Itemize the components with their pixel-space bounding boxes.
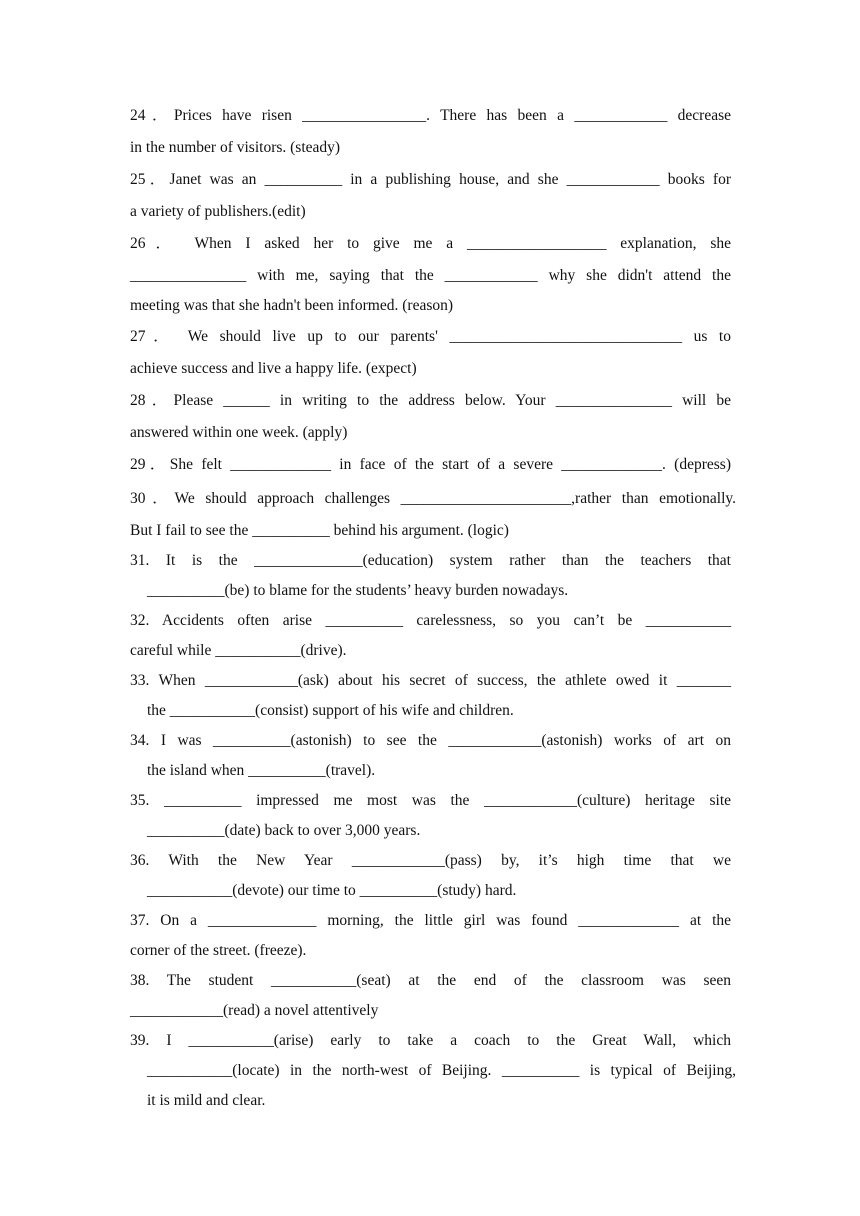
- question-35-line-2: __________(date) back to over 3,000 years.: [147, 822, 421, 839]
- question-24-line-2: in the number of visitors. (steady): [130, 139, 341, 156]
- exercise-page: [130, 100, 736, 1116]
- question-38: [130, 966, 731, 1026]
- question-26-line-2: _______________ with me, saying that the ____________ why she didn't attend the: [130, 267, 731, 284]
- question-37-line-1: 37. On a ______________ morning, the little girl was found _____________ at the: [130, 912, 731, 929]
- question-29-line-1: 29．She felt _____________ in face of the start of a severe _____________. (depress): [130, 456, 731, 473]
- question-36-line-2: ___________(devote) our time to __________(study) hard.: [147, 882, 517, 899]
- question-34: [130, 726, 731, 786]
- question-36: [130, 846, 731, 906]
- question-38-line-2: ____________(read) a novel attentively: [130, 1002, 379, 1019]
- question-26-line-3: meeting was that she hadn't been informed. (reason): [130, 297, 454, 314]
- question-32-line-2: careful while ___________(drive).: [130, 642, 347, 659]
- question-31-line-1: 31. It is the ______________(education) system rather than the teachers that: [130, 552, 731, 569]
- question-27: [130, 322, 731, 384]
- question-32-line-1: 32. Accidents often arise __________ carelessness, so you can’t be ___________: [130, 612, 731, 629]
- question-31-line-2: __________(be) to blame for the students’ heavy burden nowadays.: [147, 582, 569, 599]
- question-34-line-1: 34. I was __________(astonish) to see the ____________(astonish) works of art on: [130, 732, 731, 749]
- question-25: [130, 165, 731, 227]
- question-33-line-2: the ___________(consist) support of his wife and children.: [147, 702, 514, 719]
- question-27-line-2: achieve success and live a happy life. (expect): [130, 360, 417, 377]
- question-30-line-1: 30．We should approach challenges ______________________,rather than emotionally.: [130, 490, 736, 507]
- question-35-line-1: 35. __________ impressed me most was the ____________(culture) heritage site: [130, 792, 731, 809]
- question-30: [130, 484, 736, 546]
- question-36-line-1: 36. With the New Year ____________(pass) by, it’s high time that we: [130, 852, 731, 869]
- question-31: [130, 546, 731, 606]
- question-38-line-1: 38. The student ___________(seat) at the end of the classroom was seen: [130, 972, 731, 989]
- question-30-line-2: But I fail to see the __________ behind his argument. (logic): [130, 522, 509, 539]
- question-39-line-1: 39. I ___________(arise) early to take a coach to the Great Wall, which: [130, 1032, 731, 1049]
- question-39-line-3: it is mild and clear.: [147, 1092, 266, 1109]
- question-34-line-2: the island when __________(travel).: [147, 762, 376, 779]
- question-33-line-1: 33. When ____________(ask) about his secret of success, the athlete owed it _______: [130, 672, 731, 689]
- question-28: [130, 386, 731, 448]
- question-26: [130, 229, 731, 321]
- question-25-line-1: 25．Janet was an __________ in a publishing house, and she ____________ books for: [130, 171, 731, 188]
- question-33: [130, 666, 731, 726]
- question-37-line-2: corner of the street. (freeze).: [130, 942, 307, 959]
- question-24-line-1: 24．Prices have risen ________________. There has been a ____________ decrease: [130, 107, 731, 124]
- question-27-line-1: 27． We should live up to our parents' ______________________________ us to: [130, 328, 731, 345]
- question-32: [130, 606, 731, 666]
- question-28-line-1: 28．Please ______ in writing to the address below. Your _______________ will be: [130, 392, 731, 409]
- question-29: [130, 450, 731, 480]
- question-37: [130, 906, 731, 966]
- question-35: [130, 786, 731, 846]
- question-26-line-1: 26． When I asked her to give me a __________________ explanation, she: [130, 235, 731, 252]
- question-28-line-2: answered within one week. (apply): [130, 424, 348, 441]
- question-25-line-2: a variety of publishers.(edit): [130, 203, 306, 220]
- question-24: [130, 101, 731, 163]
- question-39-line-2: ___________(locate) in the north-west of Beijing. __________ is typical of Beijing,: [147, 1062, 736, 1079]
- question-39: [130, 1026, 736, 1116]
